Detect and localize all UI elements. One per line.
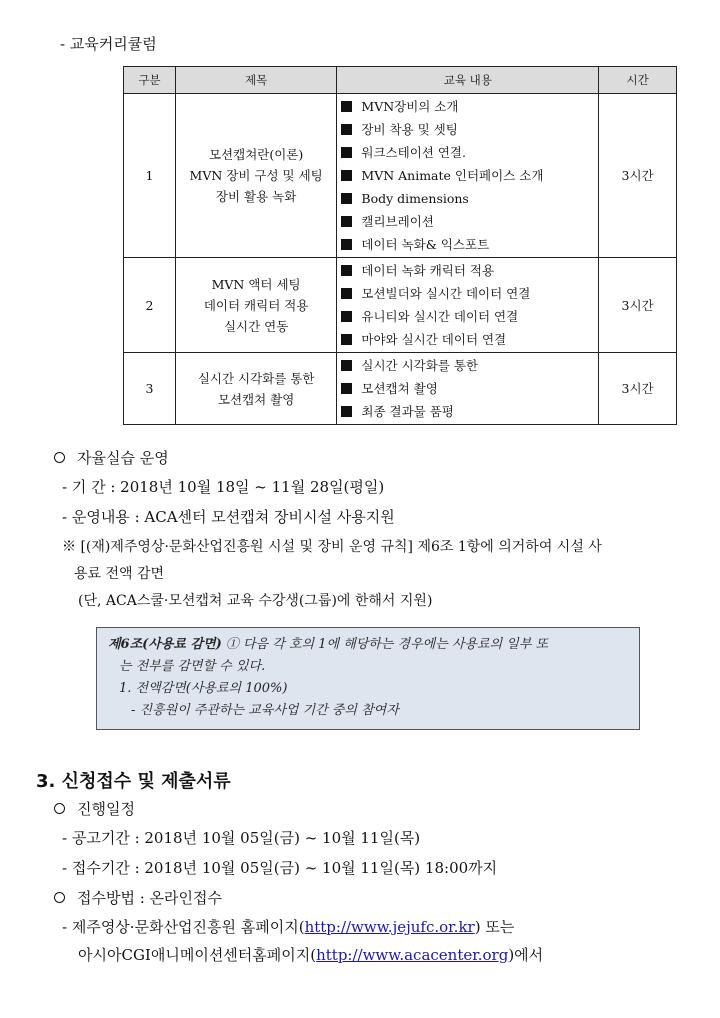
row-content [337,94,599,258]
row-time: 3시간 [599,258,677,353]
list-item: 모션빌더와 실시간 데이터 연결 [341,282,594,305]
header-division: 구분 [124,67,176,94]
header-content: 교육 내용 [337,67,599,94]
list-item: 데이터 녹화& 익스포트 [341,233,594,256]
list-item: Body dimensions [341,187,594,210]
method-line-2: 아시아CGI애니메이션센터홈페이지(http://www.acacenter.org)에서 [78,946,544,964]
quote-line: 는 전부를 감면할 수 있다. [119,659,266,674]
list-item: 실시간 시각화를 통한 [341,354,594,377]
row-number: 1 [124,94,176,258]
circle-bullet-icon [54,892,65,903]
self-practice-heading: 자율실습 운영 [54,448,169,468]
header-title: 제목 [175,67,337,94]
square-bullet-icon [341,216,352,227]
quote-line: 제6조(사용료 감면) ① 다음 각 호의 1에 해당하는 경우에는 사용료의 일부 또 [108,637,549,652]
self-practice-period: - 기 간 : 2018년 10월 18일 ~ 11월 28일(평일) [62,478,385,496]
list-item: MVN장비의 소개 [341,95,594,118]
header-time: 시간 [599,67,677,94]
article-title: 제6조(사용료 감면) [108,637,222,652]
schedule-heading: 진행일정 [54,799,135,819]
row-title [175,353,337,425]
title-line: 실시간 연동 [223,318,289,334]
square-bullet-icon [341,383,352,394]
method-line-1: - 제주영상·문화산업진흥원 홈페이지(http://www.jejufc.or.kr) 또는 [62,918,515,936]
table-row [124,94,677,258]
row-title [175,258,337,353]
list-item: 캘리브레이션 [341,210,594,233]
square-bullet-icon [341,265,352,276]
list-item: 워크스테이션 연결. [341,141,594,164]
row-time: 3시간 [599,353,677,425]
square-bullet-icon [341,311,352,322]
list-item: 최종 결과물 품평 [341,400,594,423]
receipt-period: - 접수기간 : 2018년 10월 05일(금) ~ 10월 11일(목) 18:00까지 [62,859,498,877]
title-line: MVN 장비 구성 및 세팅 [189,168,323,183]
list-item: 마야와 실시간 데이터 연결 [341,328,594,351]
title-line: MVN 액터 세팅 [211,276,301,292]
title-line: 모션캡쳐 촬영 [217,391,295,407]
square-bullet-icon [341,334,352,345]
list-item: 모션캡쳐 촬영 [341,377,594,400]
square-bullet-icon [341,147,352,158]
section-heading: 3. 신청접수 및 제출서류 [36,771,231,792]
quote-line: - 진흥원이 주관하는 교육사업 기간 중의 참여자 [131,703,399,718]
regulation-quote-box [96,627,640,730]
notice-period: - 공고기간 : 2018년 10월 05일(금) ~ 10월 11일(목) [62,829,421,847]
self-practice-content: - 운영내용 : ACA센터 모션캡쳐 장비시설 사용지원 [62,508,395,526]
square-bullet-icon [341,170,352,181]
curriculum-title: - 교육커리큘럼 [60,35,157,53]
title-line: 데이터 캐릭터 적용 [203,297,309,313]
list-item: 데이터 녹화 캐릭터 적용 [341,259,594,282]
square-bullet-icon [341,360,352,371]
table-row [124,258,677,353]
list-item: 유니티와 실시간 데이터 연결 [341,305,594,328]
row-content [337,353,599,425]
quote-line: 1. 전액감면(사용료의 100%) [119,681,288,696]
square-bullet-icon [341,124,352,135]
square-bullet-icon [341,193,352,204]
curriculum-table [123,66,677,425]
title-line: 장비 활용 녹화 [215,189,297,204]
self-practice-note-condition: (단, ACA스쿨·모션캡쳐 교육 수강생(그룹)에 한해서 지원) [78,593,433,609]
row-time: 3시간 [599,94,677,258]
method-heading: 접수방법 : 온라인접수 [54,888,222,908]
row-content [337,258,599,353]
table-row [124,353,677,425]
title-line: 실시간 시각화를 통한 [197,370,315,386]
self-practice-note: ※ [(재)제주영상·문화산업진흥원 시설 및 장비 운영 규칙] 제6조 1항에 의거하여 시설 사 [62,539,602,555]
self-practice-note-cont: 용료 전액 감면 [74,566,165,582]
title-line: 모션캡쳐란(이론) [208,147,304,162]
row-title [175,94,337,258]
square-bullet-icon [341,101,352,112]
jejufc-link[interactable]: http://www.jejufc.or.kr [304,918,475,936]
square-bullet-icon [341,288,352,299]
row-number: 2 [124,258,176,353]
row-number: 3 [124,353,176,425]
square-bullet-icon [341,239,352,250]
acacenter-link[interactable]: http://www.acacenter.org [316,946,509,964]
circle-bullet-icon [54,452,65,463]
square-bullet-icon [341,406,352,417]
table-header-row [124,67,677,94]
list-item: MVN Animate 인터페이스 소개 [341,164,594,187]
list-item: 장비 착용 및 셋팅 [341,118,594,141]
circle-bullet-icon [54,803,65,814]
